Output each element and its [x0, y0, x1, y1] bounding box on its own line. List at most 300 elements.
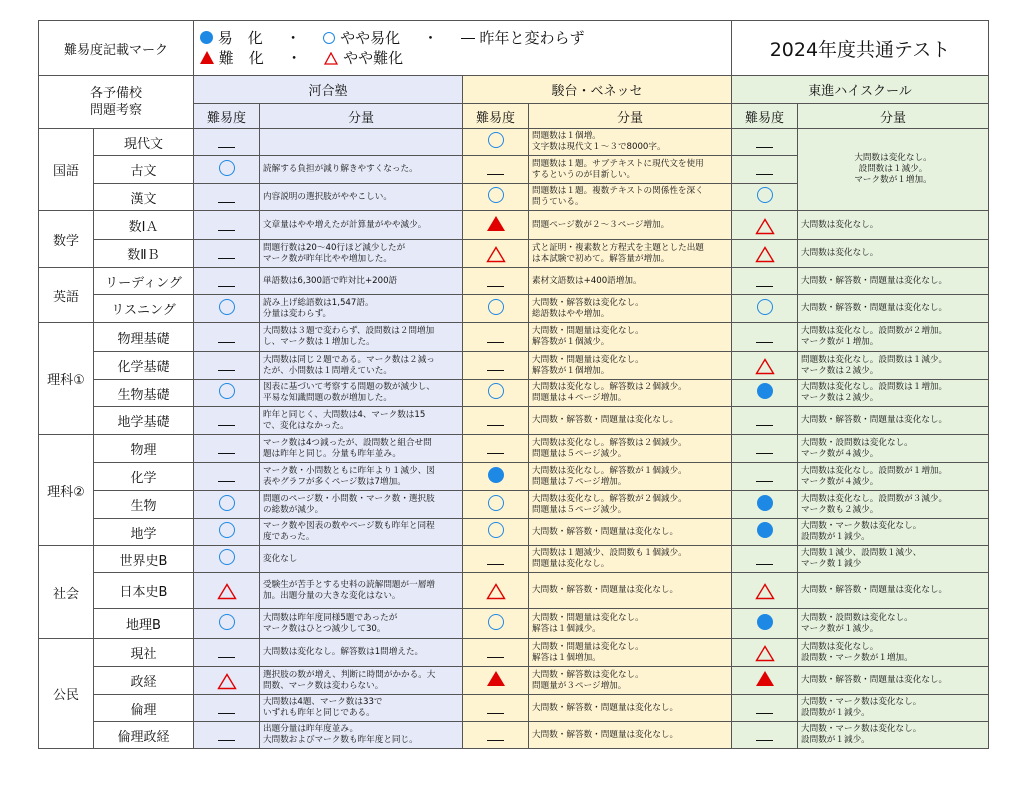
toshin-volume: [798, 129, 989, 211]
no-change-icon: [756, 147, 773, 148]
note-line: 昨年と同じく、大問数は4、マーク数は15: [263, 409, 426, 420]
note-line: は本試験で初めて。解答量が増加。: [532, 253, 670, 264]
no-change-icon: [487, 342, 504, 343]
subject-name: 生物基礎: [94, 380, 194, 407]
toshin-difficulty: [732, 667, 798, 695]
note-line: 大問数・解答数は変化なし。: [532, 297, 644, 308]
note-line: 大問数は変化なし。解答数は２個減少。: [532, 437, 687, 448]
sundai-volume: [529, 695, 732, 722]
sundai-difficulty: [463, 491, 529, 519]
no-change-icon: [756, 425, 773, 426]
dash-icon: [461, 38, 475, 39]
note-line: 問題量は変化なし。: [532, 559, 610, 569]
open-triangle-icon: [755, 645, 775, 662]
note-line: 問題数は１個増。: [532, 131, 601, 141]
open-circle-icon: [488, 299, 504, 315]
note-line: 大問数は昨年度同様5題であったが: [263, 612, 398, 623]
legend-title: 難易度記載マーク: [39, 21, 194, 76]
note-line: 受験生が苦手とする史料の読解問題が一層増: [263, 579, 435, 590]
note-line: 問題量が３ページ増加。: [532, 680, 627, 691]
subject-name: 倫理: [94, 695, 194, 722]
no-change-icon: [218, 657, 235, 658]
subject-name: 化学基礎: [94, 352, 194, 380]
no-change-icon: [756, 564, 773, 565]
no-change-icon: [756, 342, 773, 343]
note-line: マーク数は２減少。: [801, 365, 879, 376]
note-line: たが、小問数は１問増えていた。: [263, 365, 392, 376]
subject-name: 世界史B: [94, 546, 194, 573]
subject-name: 生物: [94, 491, 194, 519]
filled-circle-icon: [757, 495, 773, 511]
open-triangle-icon: [755, 583, 775, 600]
kawai-volume: [260, 695, 463, 722]
subject-name: 古文: [94, 156, 194, 184]
note-line: 大問数・解答数・問題量は変化なし。: [801, 303, 948, 313]
toshin-difficulty: [732, 722, 798, 749]
kawai-difficulty: [194, 352, 260, 380]
toshin-volume: [798, 295, 989, 323]
note-line: 大問数・解答数・問題量は変化なし。: [801, 675, 948, 685]
kawai-volume: [260, 352, 463, 380]
no-change-icon: [487, 740, 504, 741]
note-line: 大問数は変化なし。解答数が１個減少。: [532, 465, 687, 476]
no-change-icon: [487, 657, 504, 658]
note-line: 設問数が１減少。: [801, 708, 870, 718]
open-circle-icon: [219, 160, 235, 176]
toshin-difficulty: [732, 380, 798, 407]
table-row: [39, 491, 989, 519]
note-line: 大問数・問題量は変化なし。: [532, 354, 644, 365]
note-line: 素材文語数は+400語増加。: [532, 275, 642, 286]
toshin-difficulty: [732, 695, 798, 722]
no-change-icon: [756, 453, 773, 454]
note-line: 問題数は変化なし。設問数は１減少。: [801, 354, 948, 365]
sundai-difficulty: [463, 546, 529, 573]
filled-triangle-icon: [487, 216, 505, 231]
kawai-volume: [260, 667, 463, 695]
note-line: 大問数は変化なし。設問数は１増加。: [801, 382, 948, 392]
filled-triangle-icon: [756, 671, 774, 686]
subject-name: 現代文: [94, 129, 194, 156]
note-line: 大問数・問題量は変化なし。: [532, 326, 644, 336]
note-line: 分量は変わらず。: [263, 308, 332, 319]
note-line: マーク数は4つ減ったが、設問数と組合せ問: [263, 437, 432, 448]
open-circle-icon: [488, 132, 504, 148]
school-toshin: 東進ハイスクール: [732, 76, 989, 104]
toshin-difficulty: [732, 609, 798, 639]
corner-line-2: 問題考察: [89, 103, 142, 118]
note-line: 問題量は４ページ増加。: [532, 393, 627, 403]
toshin-difficulty: [732, 491, 798, 519]
sundai-volume: [529, 722, 732, 749]
filled-circle-icon: [200, 31, 213, 44]
sundai-difficulty: [463, 129, 529, 156]
note-line: 大問数は変化なし。解答数は２個減少。: [532, 382, 687, 392]
open-triangle-icon: [217, 673, 237, 690]
subject-name: 物理基礎: [94, 323, 194, 352]
sundai-difficulty: [463, 463, 529, 491]
note-line: 大問数は変化なし。: [801, 641, 879, 652]
toshin-volume: [798, 240, 989, 268]
note-line: 選択肢の数が増え、判断に時間がかかる。大: [263, 669, 436, 680]
toshin-difficulty: [732, 240, 798, 268]
kawai-difficulty: [194, 609, 260, 639]
subject-name: 数ⅡＢ: [94, 240, 194, 268]
subject-group: 社会: [39, 546, 94, 639]
toshin-volume: [798, 546, 989, 573]
note-line: マーク数・小問数ともに昨年より１減少、図: [263, 465, 435, 476]
note-line: 加。出題分量の大きな変化はない。: [263, 590, 401, 601]
sundai-difficulty: [463, 268, 529, 295]
table-row: [39, 268, 989, 295]
kawai-volume: [260, 156, 463, 184]
toshin-difficulty: [732, 463, 798, 491]
note-line: するというのが目新しい。: [532, 169, 636, 180]
legend-separator: ・: [286, 49, 302, 67]
sundai-volume: [529, 639, 732, 667]
toshin-volume: [798, 407, 989, 435]
table-row: [39, 463, 989, 491]
note-line: 大問数は4題、マーク数は33で: [263, 697, 383, 707]
filled-circle-icon: [757, 383, 773, 399]
note-line: 解答は１個減少。: [532, 623, 601, 634]
subject-group: 公民: [39, 639, 94, 749]
subject-name: 地学: [94, 519, 194, 546]
note-line: 設問数・マーク数が１増加。: [801, 652, 913, 663]
note-line: 大問数は１題減少、設問数も１個減少。: [532, 548, 687, 558]
table-row: [39, 407, 989, 435]
note-line: 問題量は５ページ減少。: [532, 504, 627, 515]
note-line: 大問数は変化なし。解答数は1問増えた。: [263, 647, 424, 657]
corner-header: [39, 76, 194, 129]
sundai-volume: [529, 129, 732, 156]
subject-name: 漢文: [94, 184, 194, 211]
toshin-difficulty: [732, 519, 798, 546]
sundai-difficulty: [463, 609, 529, 639]
open-circle-icon: [757, 187, 773, 203]
open-circle-icon: [219, 522, 235, 538]
note-line: 設問数は１減少。: [858, 164, 928, 174]
note-line: 大問数は同じ２題である。マーク数は２減っ: [263, 354, 435, 365]
note-line: 大問数は変化なし。設問数が１増加。: [801, 465, 948, 476]
note-line: 問題量は５ページ減少。: [532, 448, 627, 459]
note-line: 大問数・設問数は変化なし。: [801, 612, 913, 623]
toshin-volume: [798, 695, 989, 722]
note-line: 設問数が１減少。: [801, 532, 870, 542]
open-circle-icon: [219, 383, 235, 399]
toshin-difficulty: [732, 156, 798, 184]
open-circle-icon: [488, 495, 504, 511]
toshin-volume-header: 分量: [798, 104, 989, 129]
kawai-difficulty: [194, 407, 260, 435]
toshin-volume: [798, 609, 989, 639]
note-line: 問題量は７ページ増加。: [532, 476, 627, 487]
filled-triangle-icon: [200, 51, 214, 64]
note-line: 設問数が１減少。: [801, 735, 870, 745]
note-line: 単語数は6,300語で昨対比+200語: [263, 275, 398, 286]
sundai-difficulty: [463, 380, 529, 407]
table-row: [39, 129, 989, 156]
sundai-volume: [529, 380, 732, 407]
note-line: 平易な知識問題の数が増加した。: [263, 393, 392, 403]
filled-circle-icon: [488, 467, 504, 483]
no-change-icon: [487, 564, 504, 565]
note-line: 問題ページ数が２～３ページ増加。: [532, 219, 670, 230]
subject-name: 地理B: [94, 609, 194, 639]
kawai-volume: [260, 609, 463, 639]
note-line: 読み上げ総語数は1,547語。: [263, 297, 374, 308]
sundai-difficulty: [463, 211, 529, 240]
open-triangle-icon: [217, 583, 237, 600]
no-change-icon: [218, 147, 235, 148]
sundai-volume: [529, 323, 732, 352]
note-line: の総数が減少。: [263, 504, 324, 515]
subject-group: 国語: [39, 129, 94, 211]
toshin-difficulty: [732, 546, 798, 573]
open-circle-icon: [219, 614, 235, 630]
toshin-difficulty: [732, 573, 798, 609]
no-change-icon: [218, 258, 235, 259]
kawai-difficulty: [194, 240, 260, 268]
toshin-volume: [798, 463, 989, 491]
sundai-volume: [529, 667, 732, 695]
no-change-icon: [218, 425, 235, 426]
kawai-volume: [260, 240, 463, 268]
kawai-difficulty: [194, 491, 260, 519]
sundai-volume: [529, 211, 732, 240]
kawai-volume: [260, 268, 463, 295]
note-line: 大問数・解答数・問題量は変化なし。: [532, 702, 679, 713]
note-line: 解答数が１個増加。: [532, 365, 610, 376]
sundai-difficulty: [463, 722, 529, 749]
kawai-difficulty: [194, 435, 260, 463]
note-line: 大問数・解答数・問題量は変化なし。: [801, 415, 948, 425]
toshin-volume: [798, 573, 989, 609]
note-line: 大問数は変化なし。解答数が２個減少。: [532, 493, 687, 504]
subject-name: 数ⅠＡ: [94, 211, 194, 240]
kawai-volume: [260, 129, 463, 156]
note-line: 題は昨年と同じ。分量も昨年並み。: [263, 448, 402, 459]
kawai-difficulty: [194, 323, 260, 352]
note-line: 大問数・解答数・問題量は変化なし。: [801, 585, 948, 595]
no-change-icon: [756, 286, 773, 287]
sundai-difficulty: [463, 573, 529, 609]
legend-row: [39, 21, 989, 76]
toshin-difficulty: [732, 323, 798, 352]
sundai-difficulty: [463, 295, 529, 323]
kawai-volume: [260, 435, 463, 463]
table-row: [39, 546, 989, 573]
legend-separator: ・: [285, 29, 301, 47]
note-line: 読解する負担が減り解きやすくなった。: [263, 164, 418, 174]
no-change-icon: [218, 740, 235, 741]
no-change-icon: [218, 342, 235, 343]
subject-group: 数学: [39, 211, 94, 268]
no-change-icon: [218, 202, 235, 203]
toshin-difficulty: [732, 211, 798, 240]
kawai-difficulty: [194, 639, 260, 667]
sundai-difficulty: [463, 352, 529, 380]
toshin-difficulty: [732, 435, 798, 463]
kawai-volume: [260, 491, 463, 519]
legend-marks: [194, 21, 732, 76]
no-change-icon: [756, 481, 773, 482]
kawai-difficulty: [194, 519, 260, 546]
sundai-difficulty: [463, 407, 529, 435]
note-line: し、マーク数は１増加した。: [263, 337, 375, 347]
kawai-difficulty: [194, 156, 260, 184]
legend-line-2: [200, 48, 731, 68]
toshin-volume: [798, 639, 989, 667]
legend-hard: 難 化: [218, 49, 264, 67]
note-line: で、変化はなかった。: [263, 420, 349, 431]
note-line: いずれも昨年と同じである。: [263, 708, 375, 718]
kawai-volume: [260, 546, 463, 573]
table-row: [39, 380, 989, 407]
sundai-volume-header: 分量: [529, 104, 732, 129]
no-change-icon: [487, 370, 504, 371]
table-row: [39, 667, 989, 695]
note-line: 大問数・問題量は変化なし。: [532, 612, 644, 623]
kawai-difficulty: [194, 695, 260, 722]
no-change-icon: [756, 740, 773, 741]
note-line: 大問数・解答数・問題量は変化なし。: [532, 526, 679, 537]
no-change-icon: [487, 713, 504, 714]
note-line: 大問数は３題で変わらず、設問数は２問増加: [263, 326, 435, 336]
open-circle-icon: [488, 522, 504, 538]
kawai-difficulty: [194, 667, 260, 695]
sundai-volume: [529, 156, 732, 184]
note-line: 大問数は変化なし。: [801, 248, 879, 258]
note-line: 解答数が１個減少。: [532, 337, 610, 347]
sundai-difficulty: [463, 156, 529, 184]
note-line: 大問数・設問数は変化なし。: [801, 437, 913, 448]
kawai-difficulty: [194, 546, 260, 573]
legend-separator: ・: [422, 29, 438, 47]
no-change-icon: [487, 453, 504, 454]
toshin-difficulty: [732, 295, 798, 323]
note-line: 文字数は現代文１～３で8000字。: [532, 142, 666, 152]
legend-slightly-easy: やや易化: [340, 29, 401, 47]
note-line: マーク数が４減少。: [801, 448, 879, 459]
note-line: マーク数が１増加。: [801, 337, 879, 347]
note-line: マーク数はひとつ減少して30。: [263, 623, 386, 634]
sundai-volume: [529, 295, 732, 323]
filled-circle-icon: [757, 614, 773, 630]
kawai-volume: [260, 211, 463, 240]
sundai-volume: [529, 491, 732, 519]
toshin-difficulty: [732, 407, 798, 435]
subject-name: 地学基礎: [94, 407, 194, 435]
note-line: 大問数は変化なし。: [801, 219, 879, 230]
legend-slightly-hard: やや難化: [343, 49, 404, 67]
no-change-icon: [218, 370, 235, 371]
kawai-difficulty: [194, 268, 260, 295]
legend-line-1: [200, 28, 731, 48]
open-circle-icon: [757, 299, 773, 315]
toshin-volume: [798, 722, 989, 749]
note-line: 大問数・解答数は変化なし。: [532, 669, 644, 680]
note-line: 図表に基づいて考察する問題の数が減少し、: [263, 382, 435, 392]
kawai-difficulty: [194, 211, 260, 240]
note-line: 大問数およびマーク数も昨年度と同じ。: [263, 735, 418, 745]
sundai-volume: [529, 352, 732, 380]
toshin-volume: [798, 667, 989, 695]
sundai-volume: [529, 546, 732, 573]
kawai-difficulty: [194, 573, 260, 609]
kawai-volume: [260, 639, 463, 667]
note-line: マーク数も２減少。: [801, 504, 879, 515]
legend-no-change: 昨年と変わらず: [479, 29, 585, 47]
note-line: 大問数１減少、設問数１減少、: [801, 548, 922, 558]
no-change-icon: [218, 286, 235, 287]
sundai-volume: [529, 609, 732, 639]
note-line: 文章量はやや増えたが計算量がやや減少。: [263, 219, 427, 230]
sundai-volume: [529, 240, 732, 268]
sundai-difficulty: [463, 639, 529, 667]
open-circle-icon: [488, 187, 504, 203]
comparison-table: [38, 20, 989, 749]
note-line: マーク数が１増加。: [854, 175, 932, 185]
note-line: マーク数は２減少。: [801, 393, 879, 403]
kawai-difficulty: [194, 184, 260, 211]
no-change-icon: [218, 481, 235, 482]
sundai-difficulty: [463, 240, 529, 268]
note-line: 式と証明・複素数と方程式を主題とした出題: [532, 242, 704, 253]
subject-group: 理科②: [39, 435, 94, 546]
note-line: 問題数は１題。複数テキストの関係性を深く: [532, 186, 704, 196]
toshin-volume: [798, 352, 989, 380]
no-change-icon: [487, 286, 504, 287]
subject-name: 政経: [94, 667, 194, 695]
sundai-difficulty: [463, 184, 529, 211]
open-circle-icon: [219, 495, 235, 511]
no-change-icon: [218, 230, 235, 231]
note-line: マーク数が昨年比やや増加した。: [263, 253, 392, 264]
open-triangle-icon: [755, 218, 775, 235]
open-circle-icon: [488, 614, 504, 630]
note-line: 変化なし: [263, 553, 298, 564]
sundai-difficulty: [463, 667, 529, 695]
filled-circle-icon: [757, 522, 773, 538]
toshin-volume: [798, 519, 989, 546]
kawai-volume-header: 分量: [260, 104, 463, 129]
open-triangle-icon: [486, 583, 506, 600]
kawai-volume: [260, 573, 463, 609]
subject-group: 英語: [39, 268, 94, 323]
note-line: 解答は１個増加。: [532, 652, 601, 663]
toshin-difficulty: [732, 352, 798, 380]
note-line: マーク数１減少: [801, 559, 862, 569]
open-circle-icon: [219, 549, 235, 565]
school-header-row: [39, 76, 989, 104]
open-triangle-icon: [486, 246, 506, 263]
toshin-difficulty: [732, 639, 798, 667]
toshin-volume: [798, 211, 989, 240]
corner-line-1: 各予備校: [89, 86, 142, 101]
difficulty-comparison-sheet: [38, 20, 989, 749]
toshin-difficulty: [732, 184, 798, 211]
note-line: 出題分量は昨年度並み。: [263, 724, 359, 734]
subject-name: リーディング: [94, 268, 194, 295]
note-line: マーク数が１減少。: [801, 623, 879, 634]
table-row: [39, 722, 989, 749]
legend-easy: 易 化: [217, 29, 263, 47]
table-row: [39, 240, 989, 268]
subject-name: 化学: [94, 463, 194, 491]
note-line: 表やグラフが多くページ数は7増加。: [263, 476, 406, 487]
subject-name: 物理: [94, 435, 194, 463]
